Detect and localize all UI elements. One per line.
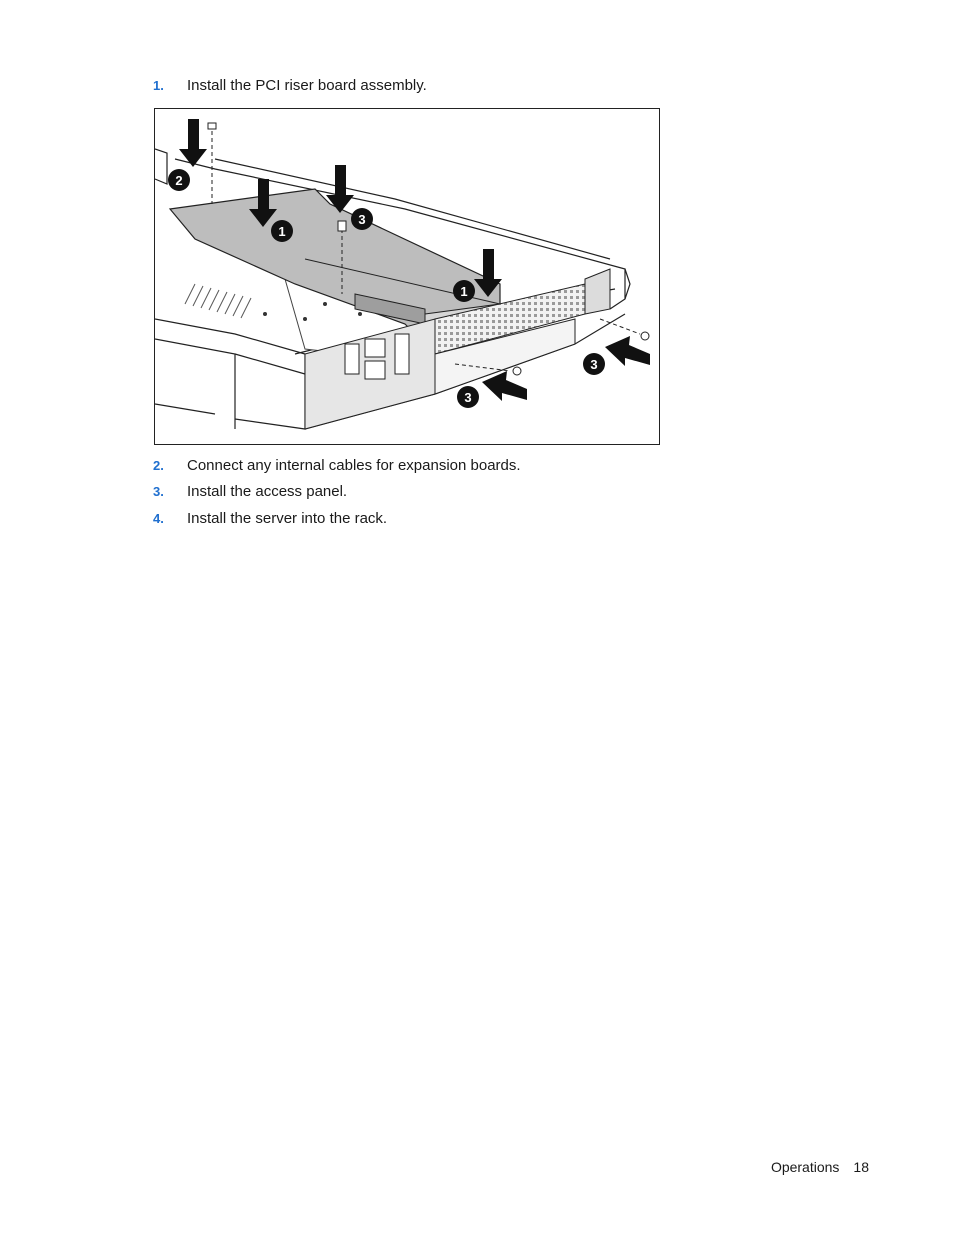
callout-3b [583,353,605,375]
callout-1b [453,280,475,302]
cooling-fins [185,284,251,318]
footer-section-title: Operations [770,1159,840,1175]
callout-label: 2 [175,173,183,188]
callout-label: 3 [590,357,598,372]
step-number: 2. [153,458,164,473]
step-2 [153,457,521,475]
step-3 [153,483,347,501]
step-number: 4. [153,511,164,526]
step-1 [153,77,427,95]
callout-label: 3 [358,212,366,227]
callout-3c [457,386,479,408]
server-chassis-illustration [155,109,659,444]
step-text: Connect any internal cables for expansion boards. [187,457,521,474]
step-number: 3. [153,484,164,499]
riser-installation-figure [154,108,660,445]
step-number: 1. [153,78,164,93]
step-text: Install the server into the rack. [187,510,388,527]
step-text: Install the access panel. [187,483,348,500]
callout-2 [168,169,190,191]
step-text: Install the PCI riser board assembly. [187,77,427,94]
callout-label: 3 [464,390,472,405]
callout-1a [271,220,293,242]
callout-label: 1 [278,224,286,239]
step-4 [153,510,387,528]
page-footer [771,1159,869,1175]
callout-3a [351,208,373,230]
page-number: 18 [853,1159,869,1175]
callout-label: 1 [460,284,468,299]
